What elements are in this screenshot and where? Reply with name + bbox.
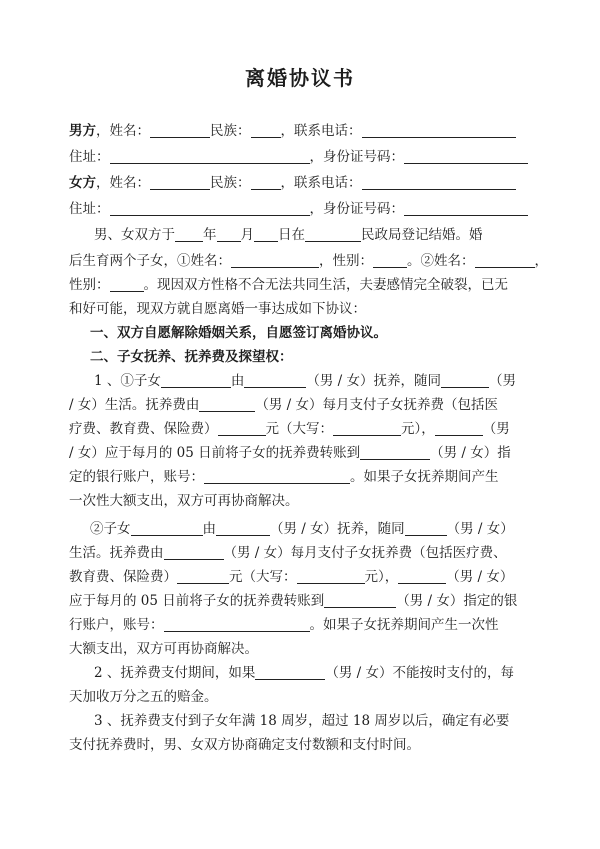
clause3-line-2: 天加收万分之五的赔金。	[69, 689, 218, 705]
clause-text: （男 / 女）	[446, 521, 514, 537]
husband-id-label: ，身份证号码：	[309, 149, 404, 165]
clause-text: 。如果子女抚养期间产生一次性	[309, 617, 499, 633]
clause1-line-1	[94, 372, 560, 390]
clause-text: （男 / 女）	[446, 569, 514, 585]
clause1-line-3	[69, 420, 535, 438]
husband-address-label: 住址：	[69, 149, 110, 165]
intro-line-4: 和好可能，现双方就自愿离婚一事达成如下协议：	[69, 301, 366, 317]
c1-payer-field[interactable]	[199, 397, 255, 412]
wife-ethnicity-field[interactable]	[251, 175, 281, 190]
intro-text: 。现因双方性格不合无法共同生活，夫妻感情完全破裂，已无	[143, 277, 508, 293]
marriage-month-field[interactable]	[217, 227, 241, 242]
c2-transferer-field[interactable]	[398, 569, 446, 584]
clause2-line-4	[69, 592, 535, 610]
clause-text: 疗费、教育费、保险费）	[69, 421, 218, 437]
intro-text: ，性别：	[319, 253, 373, 269]
husband-info-row	[69, 122, 535, 140]
intro-text: 民政局登记结婚。婚	[361, 227, 483, 243]
wife-id-label: ，身份证号码：	[309, 201, 404, 217]
clause-text: （男 / 女）不能按时支付的，每	[325, 665, 515, 681]
marriage-year-field[interactable]	[175, 227, 203, 242]
intro-text: 月	[240, 227, 254, 243]
husband-name-label: ，姓名：	[96, 123, 150, 139]
clause3-line-1	[94, 664, 560, 682]
wife-label: 女方	[69, 175, 96, 191]
clause-text: （男 / 女）抚养，随同	[270, 521, 405, 537]
husband-id-field[interactable]	[404, 149, 528, 164]
clause-text: （男 / 女）抚养，随同	[306, 373, 442, 389]
registry-office-field[interactable]	[305, 227, 361, 242]
clause4-line-2: 支付抚养费时，男、女双方协商确定支付数额和支付时间。	[69, 737, 420, 753]
clause-text: 定的银行账户，账号：	[69, 469, 204, 485]
clause1-line-6: 一次性大额支出，双方可再协商解决。	[69, 493, 299, 509]
husband-label: 男方	[69, 123, 96, 139]
clause1-line-2	[69, 396, 535, 414]
c1-child-field[interactable]	[161, 373, 231, 388]
c2-amount-field[interactable]	[177, 569, 229, 584]
intro-text: 后生育两个子女，①姓名：	[69, 253, 231, 269]
section-2-heading: 二、子女抚养、抚养费及探望权：	[90, 349, 293, 365]
wife-address-row	[69, 200, 535, 218]
intro-text: 性别：	[69, 277, 110, 293]
clause-text: 2 、抚养费支付期间，如果	[94, 665, 256, 681]
c2-payer-field[interactable]	[164, 545, 224, 560]
intro-line-3	[69, 276, 535, 294]
husband-ethnicity-field[interactable]	[251, 123, 281, 138]
wife-ethnicity-label: 民族：	[210, 175, 251, 191]
child1-gender-field[interactable]	[373, 253, 407, 268]
section-1-heading: 一、双方自愿解除婚姻关系，自愿签订离婚协议。	[90, 325, 387, 341]
c2-child-field[interactable]	[131, 521, 203, 536]
wife-phone-field[interactable]	[362, 175, 516, 190]
clause2-line-5	[69, 616, 535, 634]
clause-text: 由	[230, 373, 245, 389]
wife-info-row	[69, 174, 535, 192]
c2-amount-words-field[interactable]	[297, 569, 365, 584]
wife-address-label: 住址：	[69, 201, 110, 217]
wife-address-field[interactable]	[110, 201, 310, 216]
clause-text: （男	[489, 373, 517, 389]
clause2-line-1	[90, 520, 556, 538]
clause-text: 元），	[364, 569, 399, 585]
c1-transferer-field[interactable]	[435, 421, 483, 436]
c1-account-field[interactable]	[204, 469, 350, 484]
clause-text: 教育费、保险费）	[69, 569, 177, 585]
husband-phone-label: ，联系电话：	[280, 123, 362, 139]
c1-amount-words-field[interactable]	[333, 421, 401, 436]
intro-text: 年	[203, 227, 217, 243]
marriage-day-field[interactable]	[254, 227, 278, 242]
intro-line-2: 后生育两个子女，①姓名： ，性别： 。②姓名： ，	[69, 253, 548, 269]
clause-text: 元（大写：	[229, 569, 297, 585]
c1-guardian-field[interactable]	[244, 373, 306, 388]
husband-name-field[interactable]	[150, 123, 210, 138]
clause-text: 应于每月的 05 日前将子女的抚养费转账到	[69, 593, 325, 609]
child2-name-field[interactable]	[475, 253, 535, 268]
clause-text: （男	[482, 421, 510, 437]
husband-address-row	[69, 148, 535, 166]
clause2-line-2	[69, 544, 535, 562]
clause-text: （男 / 女）指	[430, 445, 511, 461]
clause-text: 行账户，账号：	[69, 617, 164, 633]
clause-text: 1 、①子女	[94, 373, 161, 389]
clause4-line-1: 3 、抚养费支付到子女年满 18 周岁，超过 18 周岁以后，确定有必要	[94, 713, 510, 729]
husband-ethnicity-label: 民族：	[210, 123, 251, 139]
clause-text: / 女）应于每月的 05 日前将子女的抚养费转账到	[69, 445, 361, 461]
c2-guardian-field[interactable]	[216, 521, 270, 536]
clause1-line-5	[69, 468, 535, 486]
husband-address-field[interactable]	[110, 149, 310, 164]
intro-text: 日在	[278, 227, 305, 243]
clause-text: （男 / 女）每月支付子女抚养费（包括医疗费、	[223, 545, 507, 561]
c3-payer-field[interactable]	[255, 665, 325, 680]
clause-text: ②子女	[90, 521, 131, 537]
clause-text: （男 / 女）指定的银	[396, 593, 518, 609]
c1-amount-field[interactable]	[218, 421, 266, 436]
document-title: 离婚协议书	[245, 66, 355, 90]
clause2-line-3	[69, 568, 535, 586]
c2-receiver-field[interactable]	[324, 593, 396, 608]
husband-phone-field[interactable]	[362, 123, 516, 138]
clause-text: 由	[202, 521, 216, 537]
wife-name-label: ，姓名：	[96, 175, 150, 191]
wife-phone-label: ，联系电话：	[280, 175, 362, 191]
child2-gender-field[interactable]	[110, 277, 144, 292]
c2-live-with-field[interactable]	[405, 521, 447, 536]
wife-name-field[interactable]	[150, 175, 210, 190]
clause1-line-4	[69, 444, 535, 462]
c2-account-field[interactable]	[164, 617, 310, 632]
clause-text: 元），	[401, 421, 435, 437]
clause-text: （男 / 女）每月支付子女抚养费（包括医	[255, 397, 498, 413]
clause2-line-6: 大额支出，双方可再协商解决。	[69, 641, 258, 657]
intro-text: 。②姓名：	[407, 253, 475, 269]
clause-text: 元（大写：	[265, 421, 333, 437]
wife-id-field[interactable]	[404, 201, 528, 216]
intro-text: 男、女双方于	[94, 227, 175, 243]
clause-text: 生活。抚养费由	[69, 545, 164, 561]
c1-receiver-field[interactable]	[360, 445, 430, 460]
clause-text: 。如果子女抚养期间产生	[350, 469, 499, 485]
c1-live-with-field[interactable]	[441, 373, 489, 388]
clause-text: / 女）生活。抚养费由	[69, 397, 200, 413]
intro-line-1	[94, 226, 560, 244]
child1-name-field[interactable]	[231, 253, 319, 268]
